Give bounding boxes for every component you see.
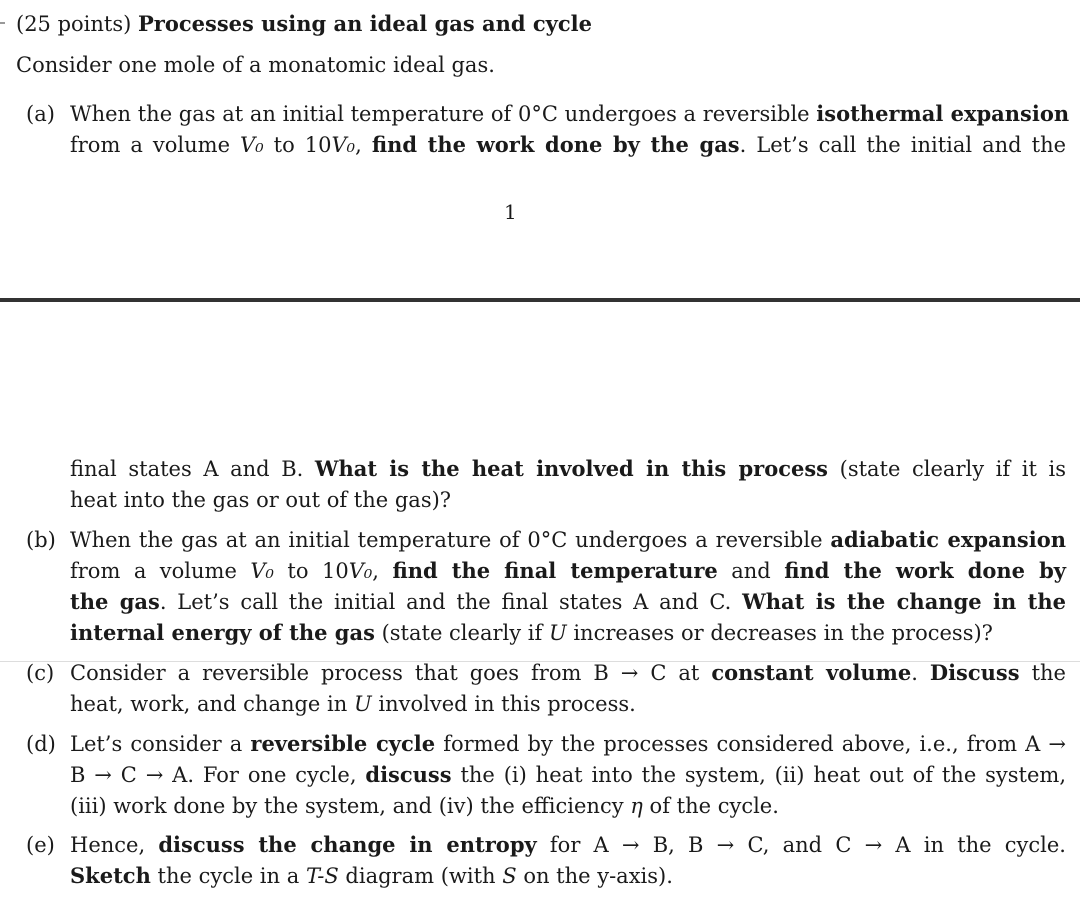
- page-number: 1: [504, 200, 517, 224]
- intro-text: Consider one mole of a monatomic ideal gas.: [16, 53, 495, 77]
- points-label: (25 points): [16, 12, 132, 36]
- part-a-label: (a): [26, 102, 55, 126]
- part-c-line-1: Consider a reversible process that goes from B → C at constant volume. Discuss the: [70, 660, 1066, 685]
- part-a-line-2: from a volume V₀ to 10V₀, find the work done by the gas. Let’s call the initial and the: [70, 132, 1067, 157]
- part-e-line-1: Hence, discuss the change in entropy for A → B, B → C, and C → A in the cycle.: [70, 832, 1066, 857]
- problem-title: Processes using an ideal gas and cycle: [138, 11, 593, 36]
- part-d-line-3: (iii) work done by the system, and (iv) the efficiency η of the cycle.: [70, 794, 779, 818]
- part-d-line-1: Let’s consider a reversible cycle formed by the processes considered above, i.e., from A →: [70, 731, 1066, 756]
- part-c-line-2: heat, work, and change in U involved in this process.: [70, 692, 636, 716]
- margin-tick: [0, 22, 5, 24]
- part-b-label: (b): [26, 528, 56, 552]
- part-b-line-4: internal energy of the gas (state clearly if U increases or decreases in the process)?: [70, 620, 993, 645]
- part-a-line-4: heat into the gas or out of the gas)?: [70, 488, 452, 512]
- part-c-label: (c): [26, 661, 55, 685]
- problem-header: [16, 11, 592, 37]
- part-d-label: (d): [26, 732, 56, 756]
- part-e-label: (e): [26, 833, 55, 857]
- page-break-divider: [0, 298, 1080, 302]
- part-d-line-2: B → C → A. For one cycle, discuss the (i) heat into the system, (ii) heat out of the system,: [70, 762, 1066, 787]
- part-b-line-2: from a volume V₀ to 10V₀, find the final temperature and find the work done by: [70, 558, 1067, 583]
- part-e-line-2: Sketch the cycle in a T-S diagram (with S on the y-axis).: [70, 863, 673, 888]
- part-a-line-1: When the gas at an initial temperature of 0°C undergoes a reversible isothermal expansion: [70, 101, 1070, 126]
- part-b-line-1: When the gas at an initial temperature of 0°C undergoes a reversible adiabatic expansion: [70, 527, 1066, 552]
- part-b-line-3: the gas. Let’s call the initial and the final states A and C. What is the change in the: [70, 589, 1066, 614]
- part-a-line-3: final states A and B. What is the heat involved in this process (state clearly if it is: [70, 456, 1066, 481]
